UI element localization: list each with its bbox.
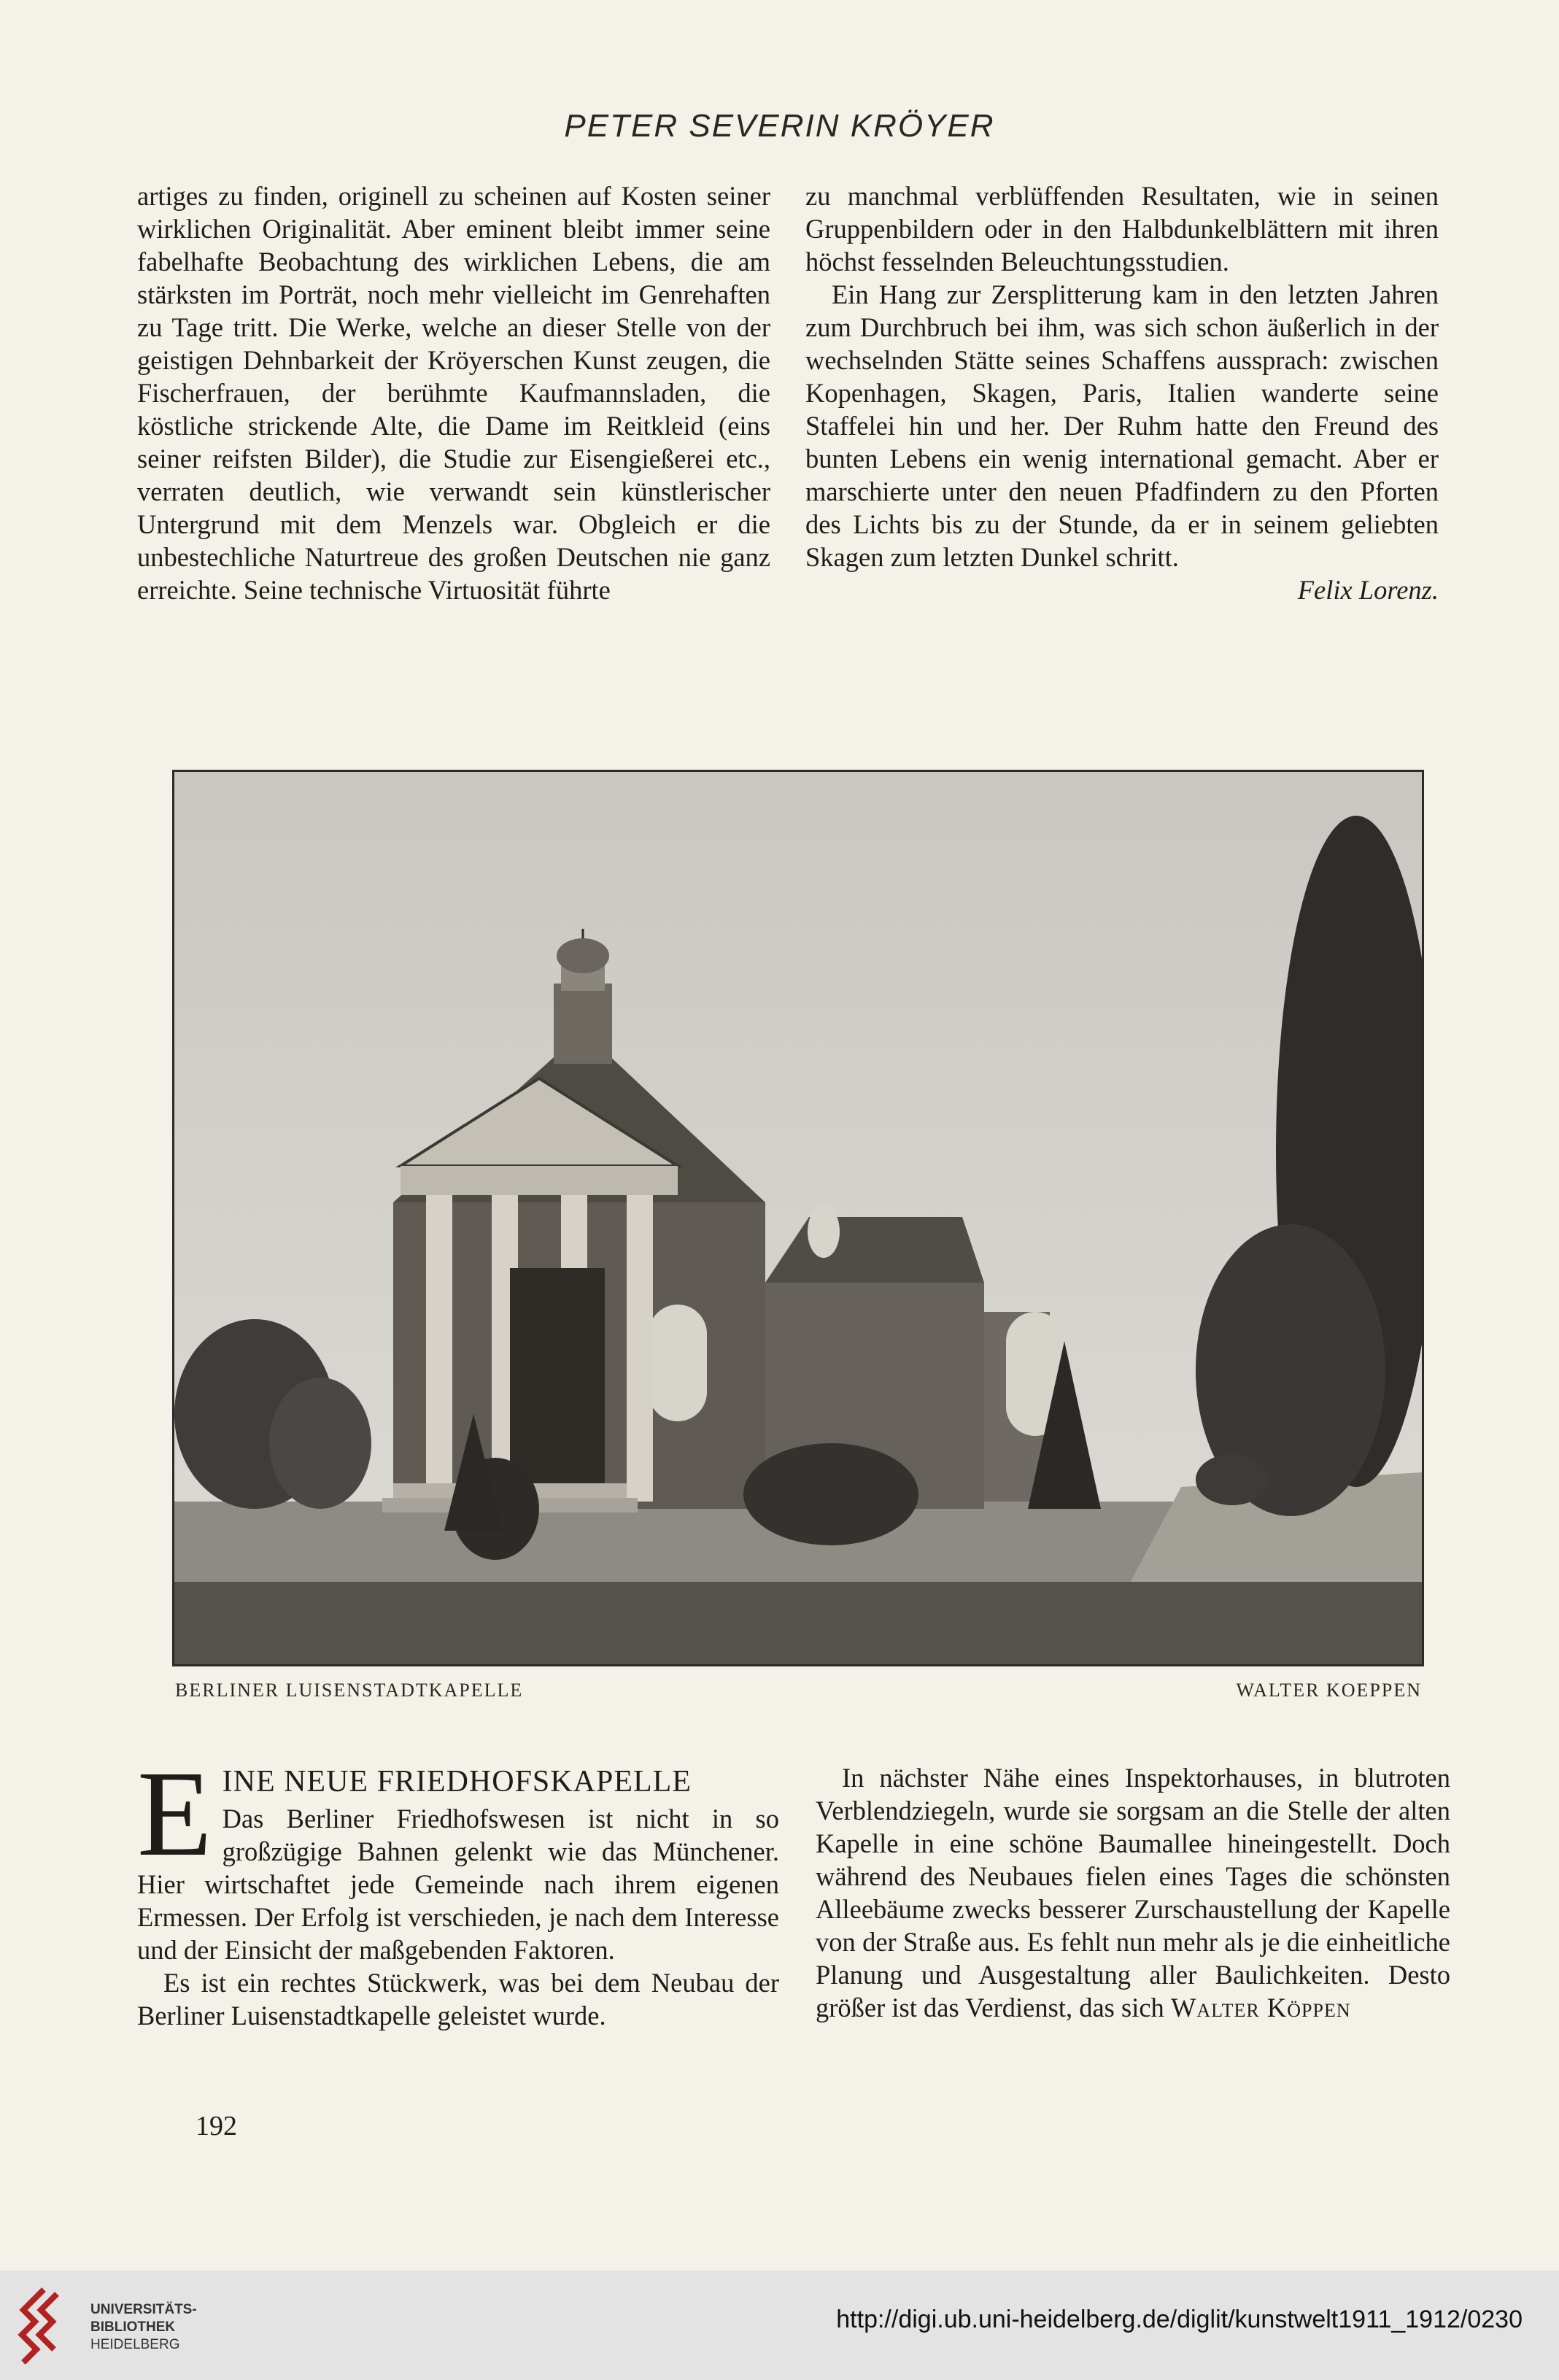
author-signature: Felix Lorenz. <box>1297 575 1439 605</box>
page-number: 192 <box>196 2111 237 2141</box>
figure-caption-architect: WALTER KOEPPEN <box>1236 1680 1422 1701</box>
library-name-line: BIBLIOTHEK <box>90 2319 176 2335</box>
library-name-line: HEIDELBERG <box>90 2337 180 2352</box>
text-column-bottom-right <box>816 1761 1450 2024</box>
text-column-top-right <box>805 179 1439 606</box>
paragraph: zu manchmal verblüffenden Resultaten, wie in seinen Gruppenbildern oder in den Halbdunkelblättern mit ihren höchst fesselnden Beleuchtungsstudien. <box>805 181 1439 277</box>
paragraph: artiges zu finden, originell zu scheinen auf Kosten seiner wirklichen Originalität. Aber eminent bleibt immer seine fabelhafte Beobachtung des wirklichen Lebens, die am stärksten im Porträt, noch mehr vielleicht im Genrehaften zu Tage tritt. Die Werke, welche an dieser Stelle von der geistigen Dehnbarkeit der Kröyerschen Kunst zeugen, die Fischerfrauen, der berühmte Kaufmannsladen, die köstliche strickende Alte, die Dame im Reitkleid (eins seiner reifsten Bilder), die Studie zur Eisengießerei etc., verraten deutlich, wie verwandt sein künstlerischer Untergrund mit dem Menzels war. Obgleich er die unbestechliche Naturtreue des großen Deutschen nie ganz erreichte. Seine technische Virtuosität führte <box>137 181 770 605</box>
source-url-link[interactable]: http://digi.ub.uni-heidelberg.de/diglit/kunstwelt1911_1912/0230 <box>836 2306 1523 2333</box>
text-column-bottom-left <box>137 1746 779 2032</box>
paragraph <box>816 1761 1450 2024</box>
footer-bar <box>0 2271 1559 2380</box>
library-logo-icon <box>15 2284 77 2368</box>
paragraph: Ein Hang zur Zersplitterung kam in den letzten Jahren zum Durchbruch bei ihm, was sich schon äußerlich in der wechselnden Stätte seines Schaffens aussprach: zwischen Kopenhagen, Skagen, Paris, Italien wanderte seine Staffelei hin und her. Der Ruhm hatte den Freund des bunten Lebens ein wenig international gemacht. Aber er marschierte unter den neuen Pfadfindern zu den Pforten des Lichts bis zu der Stunde, da er in seinem geliebten Skagen zum letzten Dunkel schritt. <box>805 279 1439 572</box>
library-name-line: UNIVERSITÄTS- <box>90 2302 197 2317</box>
paragraph: Das Berliner Friedhofswesen ist nicht in so großzügige Bahnen gelenkt wie das Münchener. Hier wirtschaftet jede Gemeinde nach ihrem eigenen Ermessen. Der Erfolg ist verschieden, je nach dem Interesse und der Einsicht der maßgebenden Faktoren. <box>137 1804 779 1965</box>
section-title: INE NEUE FRIEDHOFSKAPELLE <box>222 1765 692 1798</box>
library-name <box>90 2301 197 2354</box>
architect-name: Walter Köppen <box>1170 1993 1351 2022</box>
paragraph-text: In nächster Nähe eines Inspektorhauses, in blutroten Verblendziegeln, wurde sie sorgsam an die Stelle der alten Kapelle in eine schöne Baumallee hineingestellt. Doch während des Neubaues fielen eines Tages die schönsten Alleebäume zwecks besserer Zurschaustellung der Kapelle von der Straße aus. Es fehlt nun mehr als je die einheitliche Planung und Ausgestaltung aller Baulichkeiten. Desto größer ist das Verdienst, das sich <box>816 1763 1450 2022</box>
paragraph: Es ist ein rechtes Stückwerk, was bei dem Neubau der Berliner Luisenstadtkapelle geleistet wurde. <box>137 1968 779 2031</box>
figure-caption-title: BERLINER LUISENSTADTKAPELLE <box>175 1680 524 1701</box>
article-opening <box>137 1746 779 1966</box>
text-column-top-left <box>137 179 770 606</box>
chapel-photograph <box>172 770 1424 1666</box>
running-header: PETER SEVERIN KRÖYER <box>564 108 995 144</box>
dropcap-letter: E <box>137 1746 212 1882</box>
chapel-illustration <box>174 772 1422 1664</box>
